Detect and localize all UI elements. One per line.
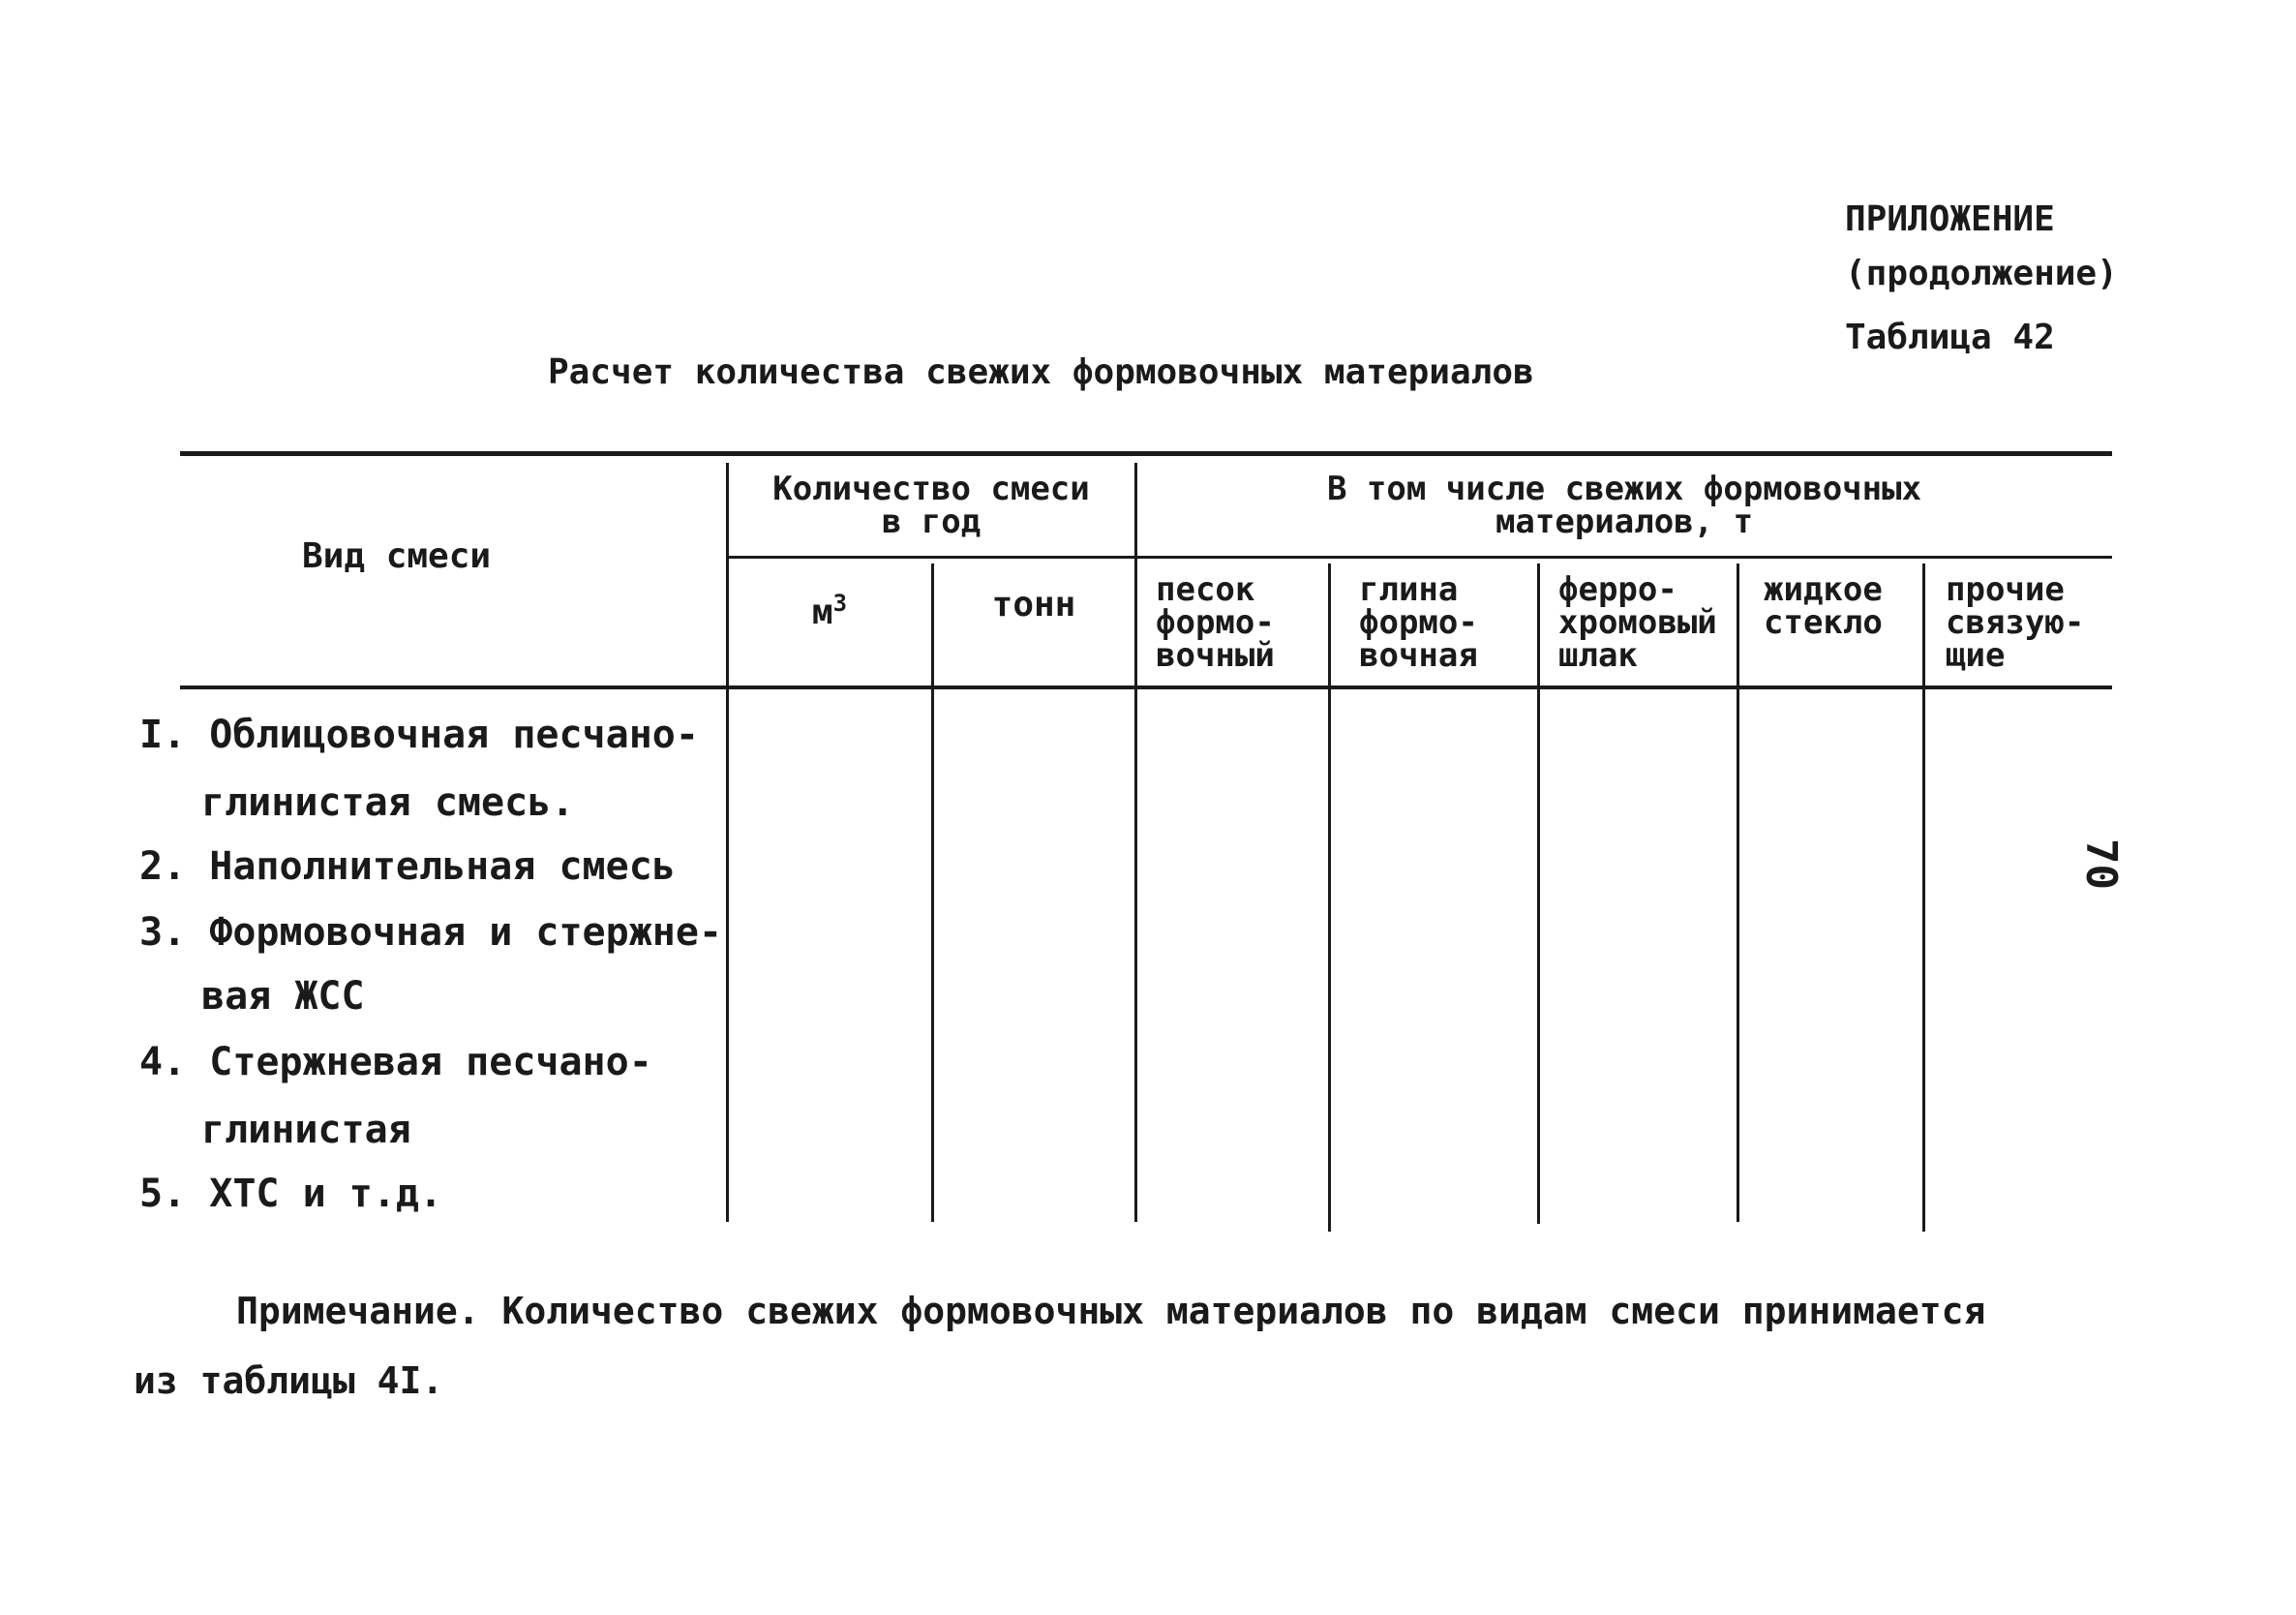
header-ferrochrome-slag xyxy=(1558,570,1737,675)
table-title: Расчет количества свежих формовочных материалов xyxy=(548,352,1534,392)
col-divider-4 xyxy=(1328,564,1331,1232)
row-2: 2. Наполнительная смесь xyxy=(139,844,676,889)
molding-sand-line-2: формо- xyxy=(1156,603,1275,642)
row-1-line-2: глинистая смесь. xyxy=(201,780,575,825)
col-divider-2 xyxy=(931,564,934,1222)
other-binders-line-1: прочие xyxy=(1946,570,2065,609)
row-3-line-1: 3. Формовочная и стержне- xyxy=(139,910,723,955)
header-fresh-line-2: материалов, т xyxy=(1495,503,1754,541)
page-number: 70 xyxy=(2076,838,2126,890)
header-liquid-glass xyxy=(1764,570,1918,642)
header-m3-superscript: 3 xyxy=(832,590,848,617)
header-molding-clay xyxy=(1359,570,1533,675)
ferrochrome-line-1: ферро- xyxy=(1558,570,1677,609)
other-binders-line-3: щие xyxy=(1946,636,2006,675)
header-m3 xyxy=(728,587,931,632)
row-3-line-2: вая ЖСС xyxy=(201,974,365,1019)
row-4-line-1: 4. Стержневая песчано- xyxy=(139,1040,652,1084)
note-line-1: Примечание. Количество свежих формовочных материалов по видам смеси принимается xyxy=(236,1290,1986,1332)
header-quantity-line-1: Количество смеси xyxy=(772,470,1090,508)
col-divider-7 xyxy=(1922,564,1925,1232)
liquid-glass-line-1: жидкое xyxy=(1764,570,1883,609)
header-tons: тонн xyxy=(991,585,1076,625)
molding-clay-line-1: глина xyxy=(1359,570,1459,609)
header-mid-rule xyxy=(728,556,2112,559)
row-1-line-1: I. Облицовочная песчано- xyxy=(139,713,699,757)
header-molding-sand xyxy=(1156,570,1326,675)
liquid-glass-line-2: стекло xyxy=(1764,603,1883,642)
appendix-label: ПРИЛОЖЕНИЕ xyxy=(1845,199,2055,239)
other-binders-line-2: связую- xyxy=(1946,603,2085,642)
col-divider-3 xyxy=(1134,463,1137,1222)
header-mix-type: Вид смеси xyxy=(302,536,492,576)
molding-sand-line-3: вочный xyxy=(1156,636,1275,675)
row-4-line-2: глинистая xyxy=(201,1108,411,1152)
note-line-2: из таблицы 4I. xyxy=(134,1359,444,1402)
col-divider-5 xyxy=(1537,564,1540,1224)
continuation-label: (продолжение) xyxy=(1845,254,2118,293)
ferrochrome-line-3: шлак xyxy=(1558,636,1638,675)
header-quantity-per-year xyxy=(728,470,1134,541)
header-bottom-rule xyxy=(180,686,2112,689)
col-divider-6 xyxy=(1737,564,1739,1222)
table-number: Таблица 42 xyxy=(1845,318,2055,357)
col-divider-1 xyxy=(726,463,729,1222)
header-fresh-line-1: В том числе свежих формовочных xyxy=(1326,470,1922,508)
ferrochrome-line-2: хромовый xyxy=(1558,603,1717,642)
row-5: 5. ХТС и т.д. xyxy=(139,1172,443,1216)
molding-clay-line-2: формо- xyxy=(1359,603,1478,642)
header-other-binders xyxy=(1946,570,2108,675)
header-fresh-materials xyxy=(1136,470,2112,541)
molding-clay-line-3: вочная xyxy=(1359,636,1478,675)
header-m3-base: м xyxy=(811,593,833,632)
molding-sand-line-1: песок xyxy=(1156,570,1255,609)
table-top-rule xyxy=(180,451,2112,456)
header-quantity-line-2: в год xyxy=(881,503,982,541)
